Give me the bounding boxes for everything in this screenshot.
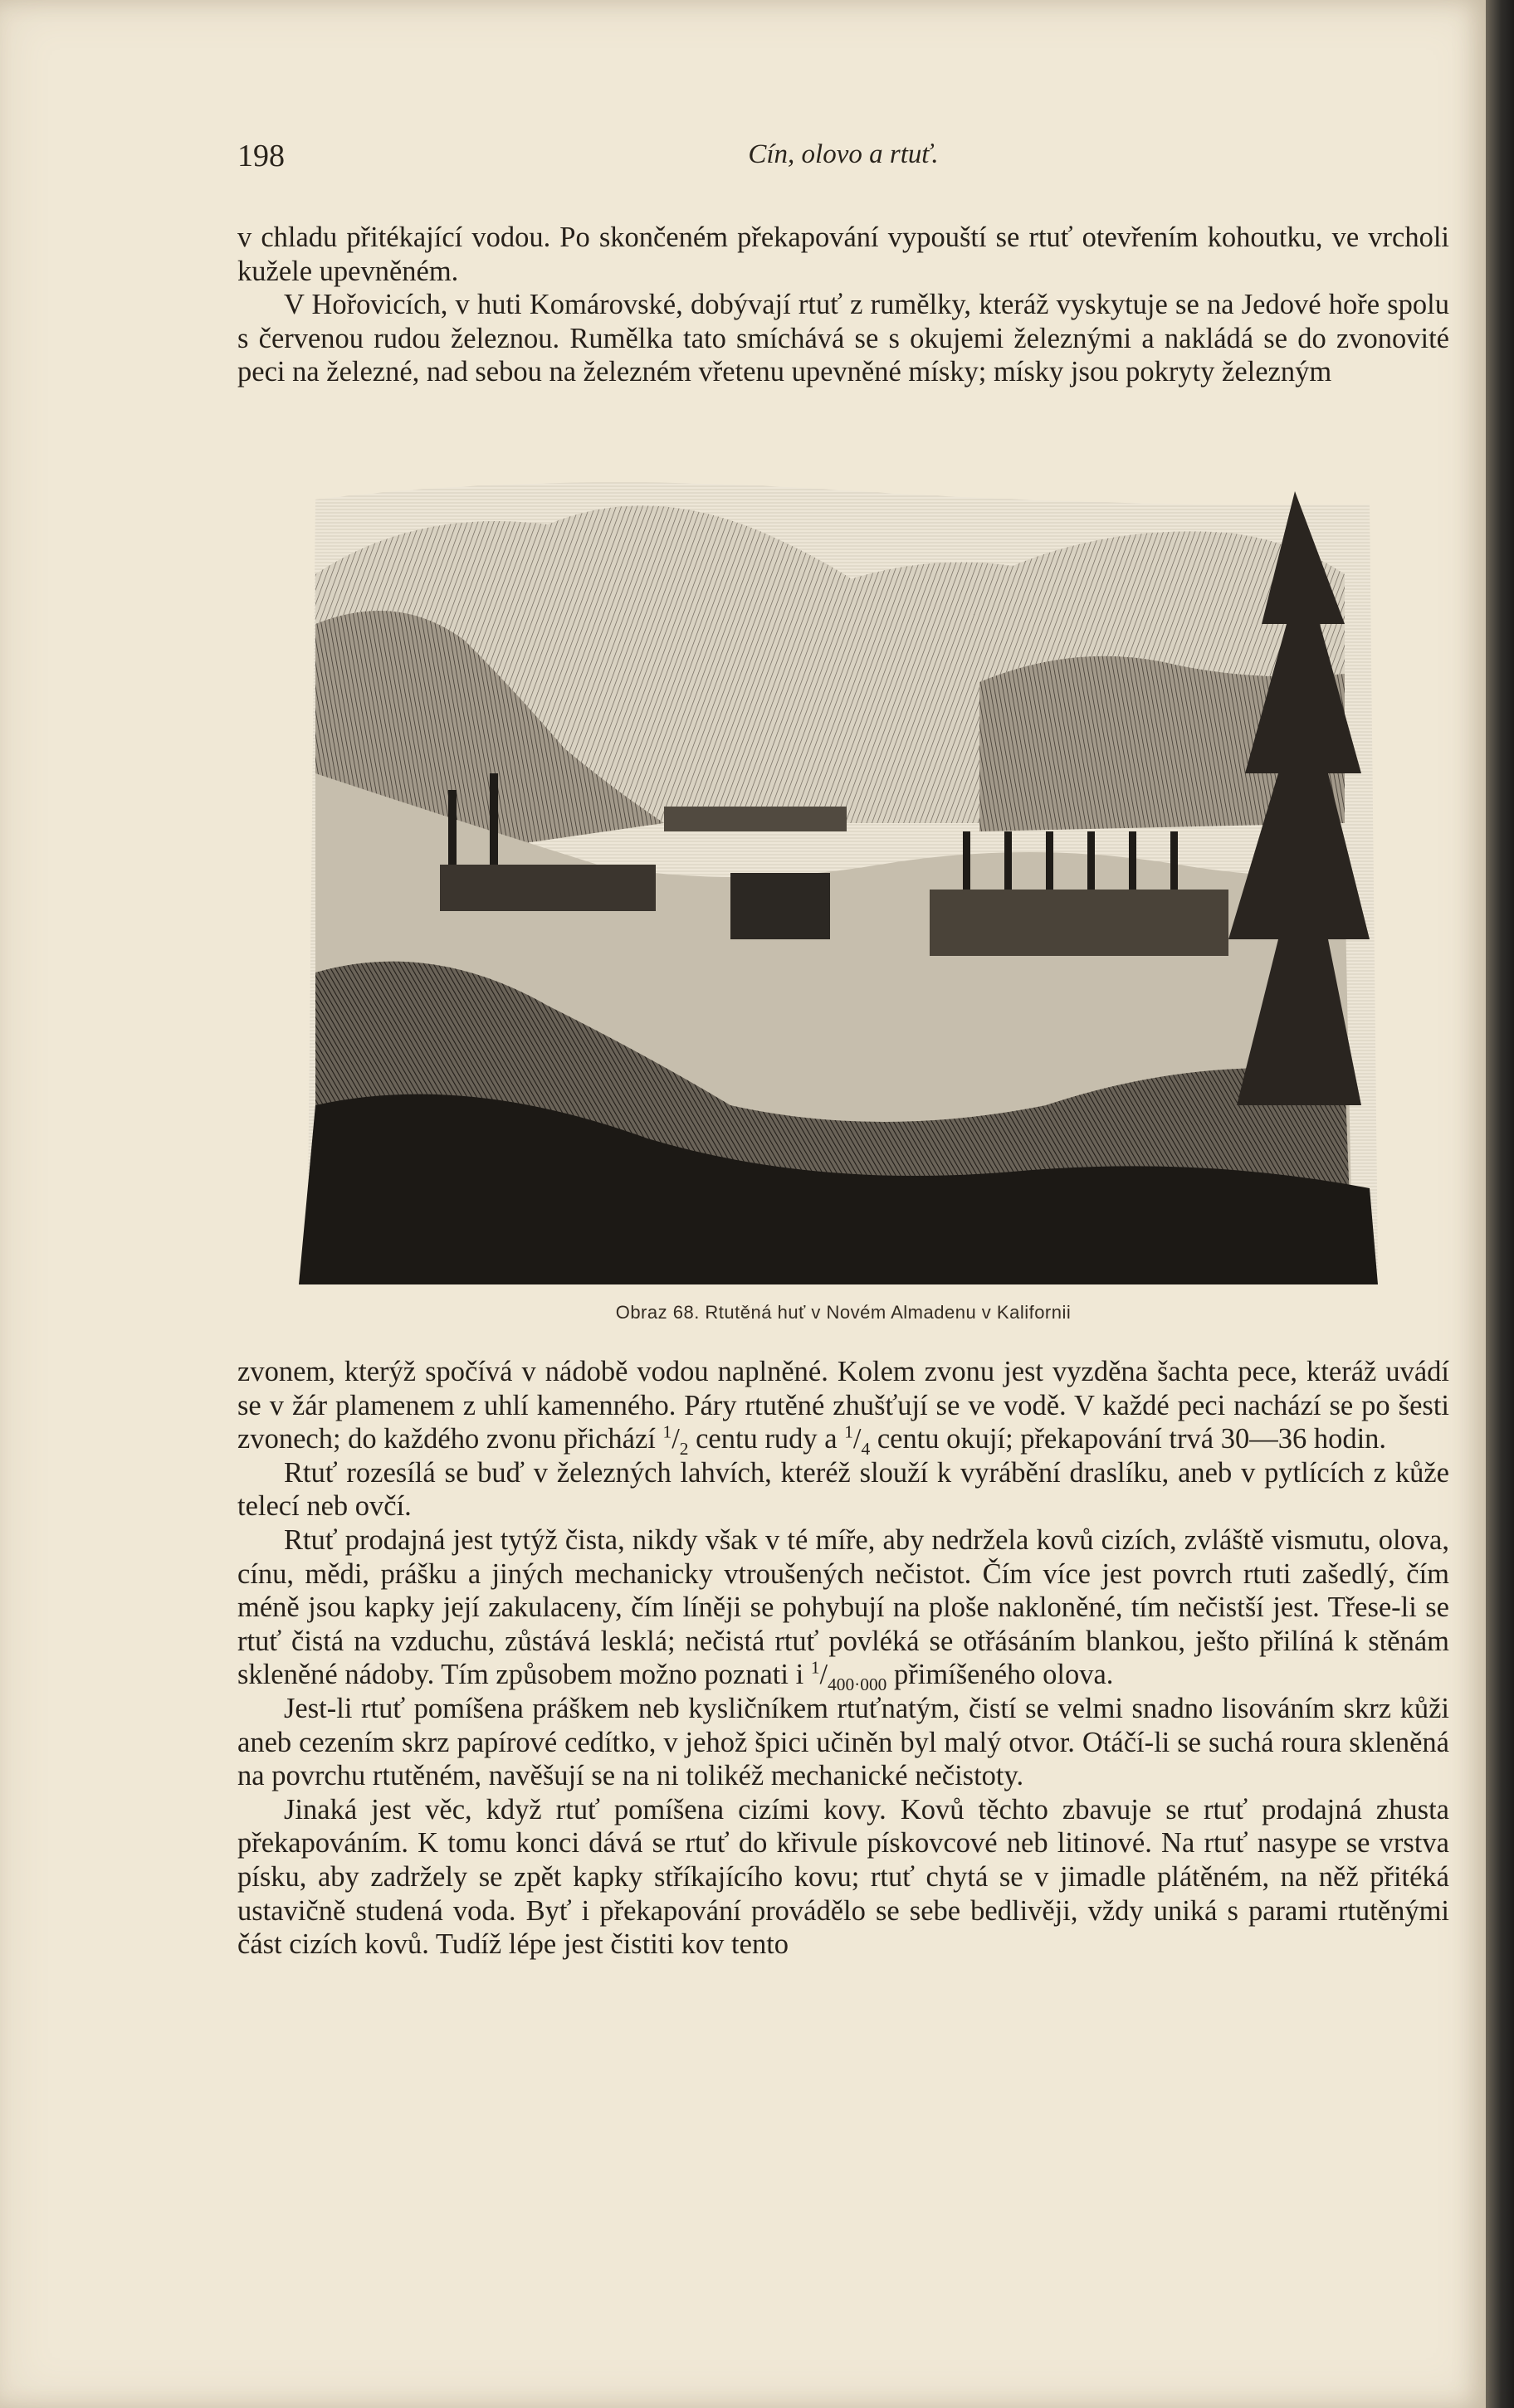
paragraph: V Hořovicích, v huti Komárovské, dobývají rtuť z rumělky, kteráž vyskytuje se na Jedové hoře spolu s červenou rudou železnou. Rumělka tato smíchává se s okujemi železnými a nakládá se do zvonovité peci na železné, nad sebou na železném vřetenu upevněné mísky; mísky jsou pokryty železným: [237, 289, 1449, 388]
book-spine-edge: [1486, 0, 1514, 2408]
running-title: Cín, olovo a rtuť.: [748, 139, 939, 169]
text-run: zvonem, kterýž spočívá v nádobě vodou naplněné. Kolem zvonu jest vyzděna šachta pece, kteráž uvádí se v žár plamenem z uhlí kamenného. Páry rtutěné zhušťují se ve vodě. V každé peci nachází se po šesti zvonech; do každého zvonu přichází: [237, 1356, 1449, 1455]
fraction-numerator: 1: [662, 1421, 672, 1442]
paragraph: Rtuť rozesílá se buď v železných lahvích, kteréž slouží k vyrábění draslíku, aneb v pytlících z kůže telecí neb ovčí.: [237, 1456, 1449, 1523]
paragraph: [237, 1523, 1449, 1695]
fraction-slash: /: [672, 1423, 680, 1455]
fraction-slash: /: [819, 1659, 828, 1691]
paragraph: Jest-li rtuť pomíšena práškem neb kysličníkem rtuťnatým, čistí se velmi snadno lisováním skrz kůži aneb cezením skrz papírové cedítko, v jehož špici učiněn byl malý otvor. Otáčí-li se suchá roura skleněná na povrchu rtutěném, navěšují se na ni tolikéž mechanické nečistoty.: [237, 1692, 1449, 1792]
figure-caption: Obraz 68. Rtutěná huť v Novém Almadenu v Kalifornii: [615, 1302, 1072, 1323]
fraction-denominator: 2: [679, 1439, 689, 1460]
paragraph: Jinaká jest věc, když rtuť pomíšena cizími kovy. Kovů těchto zbavuje se rtuť prodajná zhusta překapováním. K tomu konci dává se rtuť do křivule pískovcové neb litinové. Na rtuť nasype se vrstva písku, aby zadržely se zpět kapky stříkajícího kovu; rtuť chytá se v jimadle plátěném, na něž přitéká ustavičně studená voda. Byť i překapování provádělo se sebe bedlivěji, vždy uniká s parami rtutěnými část cizích kovů. Tudíž lépe jest čistiti kov tento: [237, 1793, 1449, 1961]
lower-text-block: [237, 1355, 1449, 1962]
running-head: [237, 138, 1449, 179]
text-run: přimíšeného olova.: [886, 1659, 1114, 1691]
paragraph: v chladu přitékající vodou. Po skončeném překapování vypouští se rtuť otevřením kohoutku, ve vrcholi kužele upevněném.: [237, 222, 1449, 287]
fraction-numerator: 1: [810, 1657, 820, 1678]
fraction-slash: /: [852, 1423, 862, 1455]
text-run: Rtuť prodajná jest tytýž čista, nikdy však v té míře, aby nedržela kovů cizích, zvláště vismutu, olova, cínu, mědi, prášku a jiných mechanicky vtroušených nečistot. Čím více jest povrch rtuti zašedlý, čím méně jsou kapky její zakulaceny, čím líněji se pohybují na ploše nakloněné, tím nečistší jest. Třese-li se rtuť čistá na vzduchu, zůstává lesklá; nečistá rtuť povléká se otřásáním blankou, ješto přilíná k stěnám skleněné nádoby. Tím způsobem možno poznati i: [237, 1523, 1449, 1691]
page-number: 198: [237, 139, 285, 173]
text-run: centu okují; překapování trvá 30—36 hodin.: [870, 1423, 1387, 1455]
engraving-illustration: [299, 475, 1378, 1284]
fraction-numerator: 1: [844, 1421, 853, 1442]
text-run: centu rudy a: [688, 1423, 845, 1455]
fraction-denominator: 4: [861, 1439, 871, 1460]
fraction-denominator: 400·000: [828, 1674, 887, 1695]
upper-text-block: [237, 221, 1449, 389]
paragraph: [237, 1355, 1449, 1460]
